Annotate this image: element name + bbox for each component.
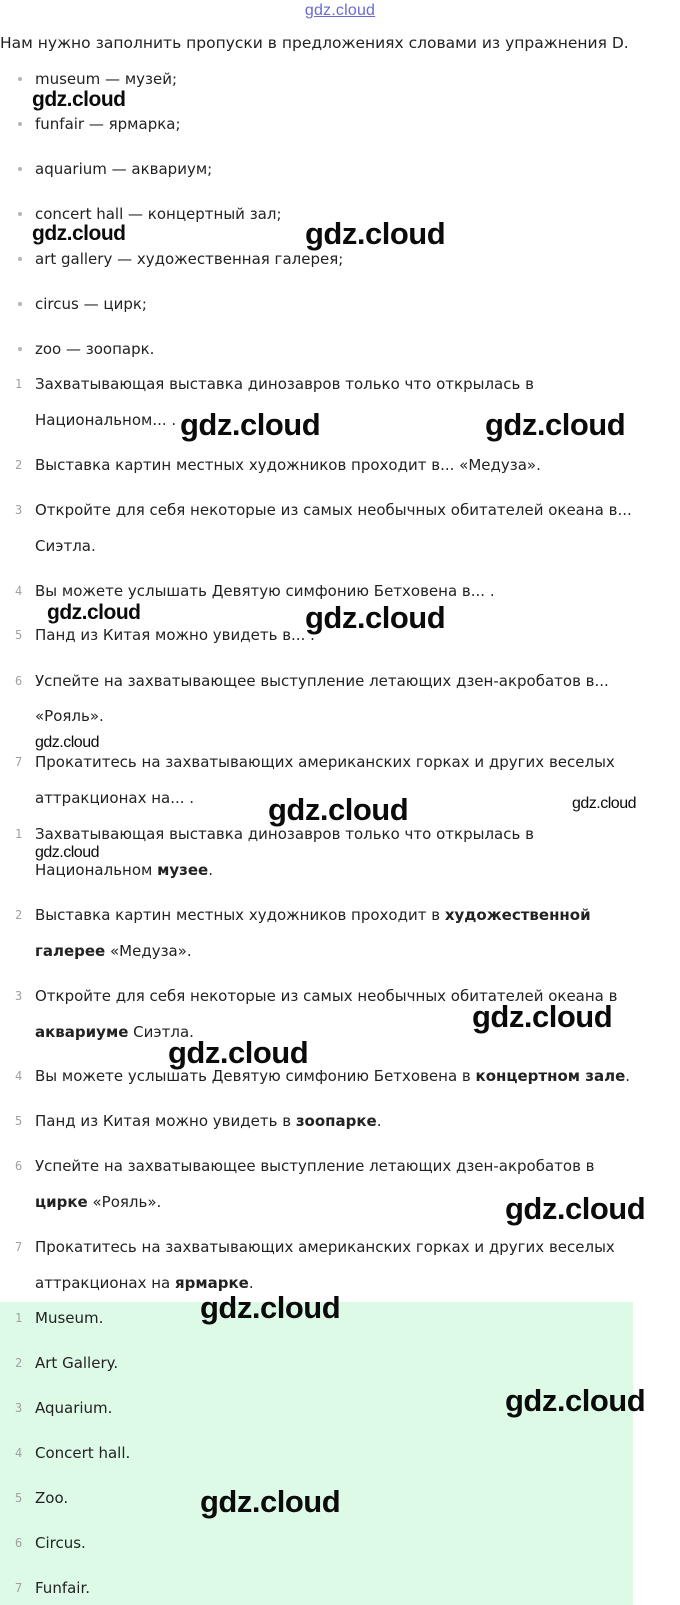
watermark: gdz.cloud [32, 88, 126, 111]
question-text: Вы можете услышать Девятую симфонию Бетховена в... . [35, 582, 495, 600]
watermark: gdz.cloud [35, 734, 99, 751]
solution-number: 6 [15, 1159, 23, 1173]
answer-text: Circus. [35, 1534, 86, 1552]
solution-number: 4 [15, 1069, 23, 1083]
vocab-item: museum — музей; [35, 70, 178, 88]
answer-number: 6 [15, 1536, 23, 1550]
question-text: «Рояль». [35, 707, 104, 725]
solution-text: Прокатитесь на захватывающих американских горках и других веселых [35, 1238, 615, 1256]
watermark: gdz.cloud [505, 1191, 646, 1226]
question-text: Захватывающая выставка динозавров только что открылась в [35, 375, 534, 393]
bullet-icon [18, 257, 22, 261]
watermark: gdz.cloud [305, 216, 446, 251]
question-text: аттракционах на... . [35, 789, 195, 807]
watermark: gdz.cloud [268, 792, 409, 827]
answer-number: 7 [15, 1581, 23, 1595]
solution-text: Успейте на захватывающее выступление летающих дзен-акробатов в [35, 1157, 595, 1175]
answer-number: 5 [15, 1491, 23, 1505]
watermark: gdz.cloud [35, 844, 99, 861]
vocab-item: zoo — зоопарк. [35, 340, 155, 358]
solution-text: цирке «Рояль». [35, 1193, 162, 1211]
solution-text: Откройте для себя некоторые из самых необычных обитателей океана в [35, 987, 618, 1005]
vocab-item: funfair — ярмарка; [35, 115, 181, 133]
bullet-icon [18, 347, 22, 351]
solution-text: Выставка картин местных художников проходит в художественной [35, 906, 591, 924]
watermark: gdz.cloud [305, 600, 446, 635]
bullet-icon [18, 302, 22, 306]
answer-text: Aquarium. [35, 1399, 113, 1417]
solution-number: 2 [15, 908, 23, 922]
watermark: gdz.cloud [180, 407, 321, 442]
question-text: Выставка картин местных художников проходит в... «Медуза». [35, 456, 541, 474]
question-text: Сиэтла. [35, 537, 96, 555]
answer-text: Art Gallery. [35, 1354, 119, 1372]
watermark: gdz.cloud [472, 999, 613, 1034]
question-number: 7 [15, 755, 23, 769]
question-number: 5 [15, 628, 23, 642]
bullet-icon [18, 77, 22, 81]
question-text: Откройте для себя некоторые из самых необычных обитателей океана в... [35, 501, 632, 519]
question-number: 6 [15, 674, 23, 688]
answer-word: галерее [35, 942, 106, 960]
watermark: gdz.cloud [200, 1290, 341, 1325]
answer-number: 4 [15, 1446, 23, 1460]
answer-word: ярмарке [175, 1274, 249, 1292]
vocab-item: art gallery — художественная галерея; [35, 250, 344, 268]
answer-text: Concert hall. [35, 1444, 131, 1462]
watermark: gdz.cloud [47, 601, 141, 624]
solution-text: аттракционах на ярмарке. [35, 1274, 254, 1292]
answer-word: аквариуме [35, 1023, 129, 1041]
question-number: 3 [15, 503, 23, 517]
question-number: 4 [15, 584, 23, 598]
answer-word: музее [157, 861, 209, 879]
question-text: Панд из Китая можно увидеть в... . [35, 626, 315, 644]
task-intro: Нам нужно заполнить пропуски в предложениях словами из упражнения D. [0, 34, 629, 52]
watermark: gdz.cloud [505, 1383, 646, 1418]
solution-number: 3 [15, 989, 23, 1003]
question-number: 2 [15, 458, 23, 472]
answer-text: Museum. [35, 1309, 104, 1327]
solution-text: аквариуме Сиэтла. [35, 1023, 194, 1041]
watermark: gdz.cloud [200, 1484, 341, 1519]
answer-number: 1 [15, 1311, 23, 1325]
watermark: gdz.cloud [168, 1035, 309, 1070]
solution-number: 7 [15, 1240, 23, 1254]
solution-text: Вы можете услышать Девятую симфонию Бетховена в концертном зале. [35, 1067, 631, 1085]
answer-text: Funfair. [35, 1579, 91, 1597]
site-logo-link[interactable]: gdz.cloud [304, 2, 376, 19]
watermark: gdz.cloud [485, 407, 626, 442]
question-text: Национальном... . [35, 411, 177, 429]
answer-word: художественной [444, 906, 591, 924]
answer-word: зоопарке [295, 1112, 377, 1130]
answer-number: 2 [15, 1356, 23, 1370]
answer-number: 3 [15, 1401, 23, 1415]
watermark: gdz.cloud [572, 795, 636, 812]
solution-text: Панд из Китая можно увидеть в зоопарке. [35, 1112, 382, 1130]
question-text: Прокатитесь на захватывающих американских горках и других веселых [35, 753, 615, 771]
bullet-icon [18, 212, 22, 216]
answer-text: Zoo. [35, 1489, 69, 1507]
answer-word: цирке [35, 1193, 88, 1211]
solution-number: 5 [15, 1114, 23, 1128]
watermark: gdz.cloud [32, 222, 126, 245]
solution-text: Национальном музее. [35, 861, 213, 879]
answer-word: концертном зале [475, 1067, 626, 1085]
solution-text: галерее «Медуза». [35, 942, 192, 960]
vocab-item: aquarium — аквариум; [35, 160, 213, 178]
question-text: Успейте на захватывающее выступление летающих дзен-акробатов в... [35, 672, 609, 690]
bullet-icon [18, 122, 22, 126]
vocab-item: circus — цирк; [35, 295, 147, 313]
solution-number: 1 [15, 827, 23, 841]
vocab-item: concert hall — концертный зал; [35, 205, 282, 223]
question-number: 1 [15, 377, 23, 391]
bullet-icon [18, 167, 22, 171]
solution-text: Захватывающая выставка динозавров только что открылась в [35, 825, 534, 843]
